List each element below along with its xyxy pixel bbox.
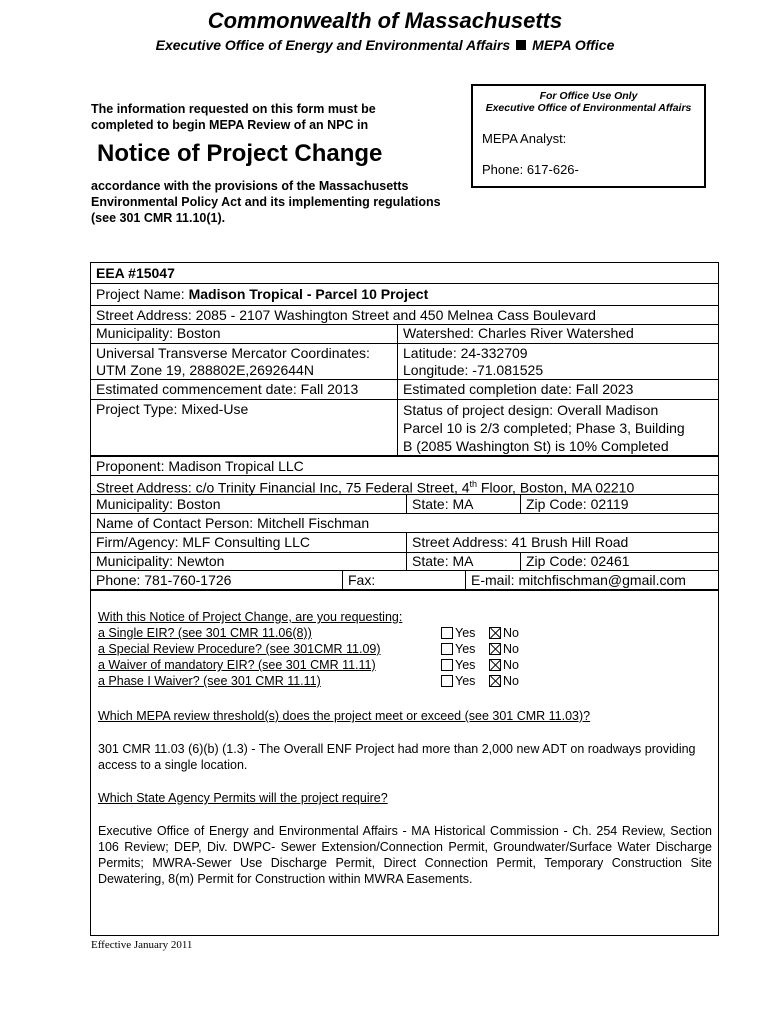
yes-label: Yes [455,658,476,672]
contact-state: State: MA [412,553,474,569]
intro-text-continued [91,178,451,226]
project-name-value: Madison Tropical - Parcel 10 Project [188,286,429,302]
requests-heading: With this Notice of Project Change, are you requesting: [98,610,403,624]
yes-checkbox[interactable] [441,627,453,639]
request-single-eir [98,625,712,641]
mepa-analyst-field: MEPA Analyst: [482,131,567,146]
longitude: Longitude: -71.081525 [403,362,544,378]
no-checkbox-checked[interactable] [489,627,501,639]
form-title: Notice of Project Change [97,140,383,167]
intro-text: The information requested on this form must be completed to begin MEPA Review of an NPC in [91,102,376,132]
yes-checkbox[interactable] [441,659,453,671]
latitude: Latitude: 24-332709 [403,345,528,361]
design-status-line3: B (2085 Washington St) is 10% Completed [403,438,669,454]
permits-answer: Executive Office of Energy and Environmental Affairs - MA Historical Commission - Ch. 254 Review, Section 106 Review; DEP, Div. DWPC- Sewer Extension/Connection Permit, Groundwater/Surface Water Discharge Permits; MWRA-Sewer Use Discharge Permit, Direct Connection Permit, Temporary Construction Site Dewatering, 8(m) Permit for Construction within MWRA Easements. [98,824,712,886]
permits-question [98,790,712,806]
no-label: No [503,674,519,688]
request-label: a Special Review Procedure? (see 301CMR 11.09) [98,642,381,656]
no-label: No [503,626,519,640]
proponent-state: State: MA [412,496,474,512]
project-form [90,262,719,936]
design-status-line1: Status of project design: Overall Madison [403,402,659,418]
design-status-line2: Parcel 10 is 2/3 completed; Phase 3, Building [403,420,685,436]
yes-label: Yes [455,674,476,688]
request-special-review [98,641,712,657]
page-subtitle [0,37,770,53]
thresholds-answer: 301 CMR 11.03 (6)(b) (1.3) - The Overall ENF Project had more than 2,000 new ADT on roadways providing access to a single location. [98,742,696,772]
commencement-date: Estimated commencement date: Fall 2013 [96,381,359,397]
contact-fax: Fax: [348,572,376,588]
project-street: Street Address: 2085 - 2107 Washington Street and 450 Melnea Cass Boulevard [96,307,596,323]
proponent-street-superscript: th [469,479,478,489]
contact-phone: Phone: 781-760-1726 [96,572,232,588]
project-type: Project Type: Mixed-Use [96,401,249,417]
agency-name: Executive Office of Energy and Environmental Affairs [155,37,511,53]
proponent-name: Proponent: Madison Tropical LLC [96,458,304,474]
permits-question-text: Which State Agency Permits will the project require? [98,791,388,805]
yes-checkbox[interactable] [441,643,453,655]
intro-regulations: accordance with the provisions of the Massachusetts Environmental Policy Act and its implementing regulations [91,179,441,209]
office-use-agency: Executive Office of Environmental Affairs [485,102,692,114]
completion-date: Estimated completion date: Fall 2023 [403,381,634,397]
request-label: a Waiver of mandatory EIR? (see 301 CMR 11.11) [98,658,376,672]
yes-label: Yes [455,642,476,656]
separator-square-icon [516,40,526,50]
request-phase-waiver [98,673,712,689]
no-checkbox-checked[interactable] [489,643,501,655]
utm-value: UTM Zone 19, 288802E,2692644N [96,362,314,378]
no-checkbox-checked[interactable] [489,675,501,687]
thresholds-question [98,708,712,724]
yes-label: Yes [455,626,476,640]
utm-label: Universal Transverse Mercator Coordinates: [96,345,370,361]
proponent-municipality: Municipality: Boston [96,496,221,512]
office-use-box [471,84,706,188]
office-phone-field: Phone: 617-626- [482,162,579,177]
office-name: MEPA Office [532,37,615,53]
no-checkbox-checked[interactable] [489,659,501,671]
contact-email: E-mail: mitchfischman@gmail.com [471,572,686,588]
contact-name: Name of Contact Person: Mitchell Fischman [96,515,370,531]
request-label: a Single EIR? (see 301 CMR 11.06(8)) [98,626,312,640]
watershed: Watershed: Charles River Watershed [403,325,634,341]
contact-firm: Firm/Agency: MLF Consulting LLC [96,534,310,550]
page-title: Commonwealth of Massachusetts [207,8,563,33]
project-name-label: Project Name: [96,286,189,302]
proponent-street-text: Street Address: c/o Trinity Financial Inc, 75 Federal Street, 4 [96,479,470,496]
proponent-street-text-end: Floor, Boston, MA 02210 [477,479,635,496]
contact-zip: Zip Code: 02461 [526,553,630,569]
proponent-zip: Zip Code: 02119 [526,496,629,512]
request-label: a Phase I Waiver? (see 301 CMR 11.11) [98,674,321,688]
yes-checkbox[interactable] [441,675,453,687]
eea-number: EEA #15047 [96,265,175,281]
no-label: No [503,658,519,672]
effective-date: Effective January 2011 [91,939,193,951]
contact-municipality: Municipality: Newton [96,553,225,569]
requests-section [98,609,712,689]
contact-street: Street Address: 41 Brush Hill Road [412,534,629,550]
no-label: No [503,642,519,656]
project-municipality: Municipality: Boston [96,325,221,341]
request-waiver-eir [98,657,712,673]
thresholds-question-text: Which MEPA review threshold(s) does the project meet or exceed (see 301 CMR 11.03)? [98,709,591,723]
intro-cmr-reference: (see 301 CMR 11.10(1). [91,211,226,225]
office-use-heading: For Office Use Only [539,90,638,102]
